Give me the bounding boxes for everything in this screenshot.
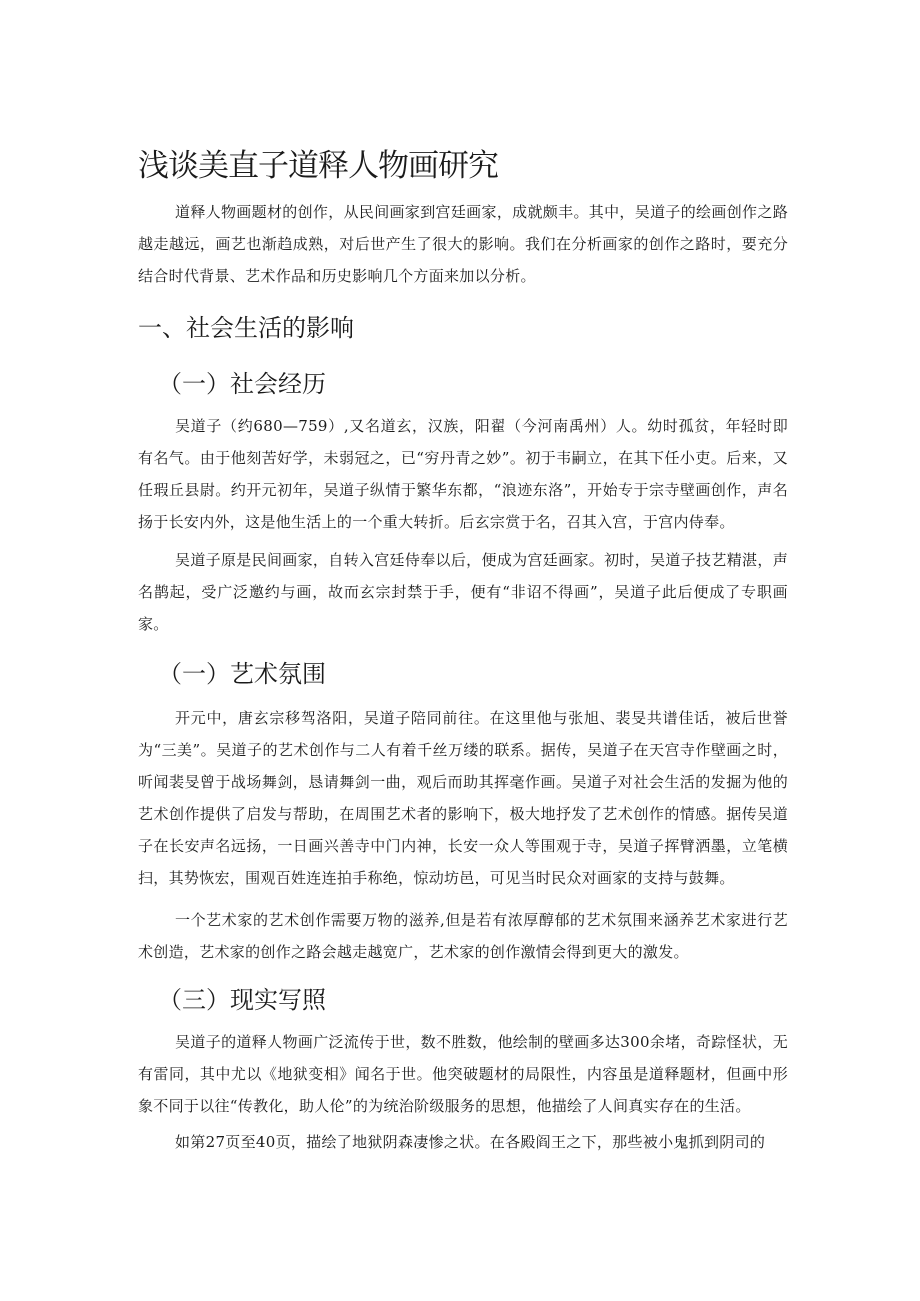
section-heading: 一、社会生活的影响	[138, 314, 354, 342]
paragraph: 吴道子原是民间画家，自转入宫廷侍奉以后，便成为宫廷画家。初时，吴道子技艺精湛，声名鹊起，受广泛邀约与画，故而玄宗封禁于手，便有“非诏不得画”，吴道子此后便成了专职画家。	[138, 551, 788, 633]
intro-paragraph: 道释人物画题材的创作，从民间画家到宫廷画家，成就颇丰。其中，吴道子的绘画创作之路越走越远，画艺也渐趋成熟，对后世产生了很大的影响。我们在分析画家的创作之路时，要充分结合时代背景、艺术作品和历史影响几个方面来加以分析。	[138, 203, 788, 285]
paragraph: 一个艺术家的艺术创作需要万物的滋养,但是若有浓厚醇郁的艺术氛围来涵养艺术家进行艺术创造，艺术家的创作之路会越走越宽广，艺术家的创作激情会得到更大的激发。	[138, 911, 788, 961]
paragraph: 如第27页至40页，描绘了地狱阴森凄惨之状。在各殿阎王之下，那些被小鬼抓到阴司的	[175, 1133, 766, 1151]
paragraph: 开元中，唐玄宗移驾洛阳，吴道子陪同前往。在这里他与张旭、裴旻共谱佳话，被后世誉为“三美”。吴道子的艺术创作与二人有着千丝万缕的联系。据传，吴道子在天宫寺作壁画之时，听闻裴旻曾于战场舞剑，恳请舞剑一曲，观后而助其挥毫作画。吴道子对社会生活的发掘为他的艺术创作提供了启发与帮助，在周围艺术者的影响下，极大地抒发了艺术创作的情感。据传吴道子在长安声名远扬，一日画兴善寺中门内神，长安一众人等围观于寺，吴道子挥臂洒墨，立笔横扫，其势恢宏，围观百姓连连拍手称绝，惊动坊邑，可见当时民众对画家的支持与鼓舞。	[138, 709, 788, 887]
paragraph: 吴道子的道释人物画广泛流传于世，数不胜数，他绘制的壁画多达300余堵，奇踪怪状，无有雷同，其中尤以《地狱变相》闻名于世。他突破题材的局限性，内容虽是道释题材，但画中形象不同于以往“传教化，助人伦”的为统治阶级服务的思想，他描绘了人间真实存在的生活。	[138, 1033, 788, 1115]
document-title: 浅谈美直子道释人物画研究	[138, 148, 498, 184]
paragraph: 吴道子（约680—759）,又名道玄，汉族，阳翟（今河南禹州）人。幼时孤贫，年轻时即有名气。由于他刻苦好学，未弱冠之，已“穷丹青之妙”。初于韦嗣立，在其下任小吏。后来，又任瑕丘县尉。约开元初年，吴道子纵情于繁华东都，“浪迹东洛”，开始专于宗寺壁画创作，声名扬于长安内外，这是他生活上的一个重大转折。后玄宗赏于名，召其入宫，于宫内侍奉。	[138, 417, 788, 531]
subsection-heading-art-atmosphere: （一）艺术氛围	[158, 660, 326, 688]
subsection-heading-social-experience: （一）社会经历	[158, 370, 326, 398]
subsection-heading-reality: （三）现实写照	[158, 986, 326, 1014]
